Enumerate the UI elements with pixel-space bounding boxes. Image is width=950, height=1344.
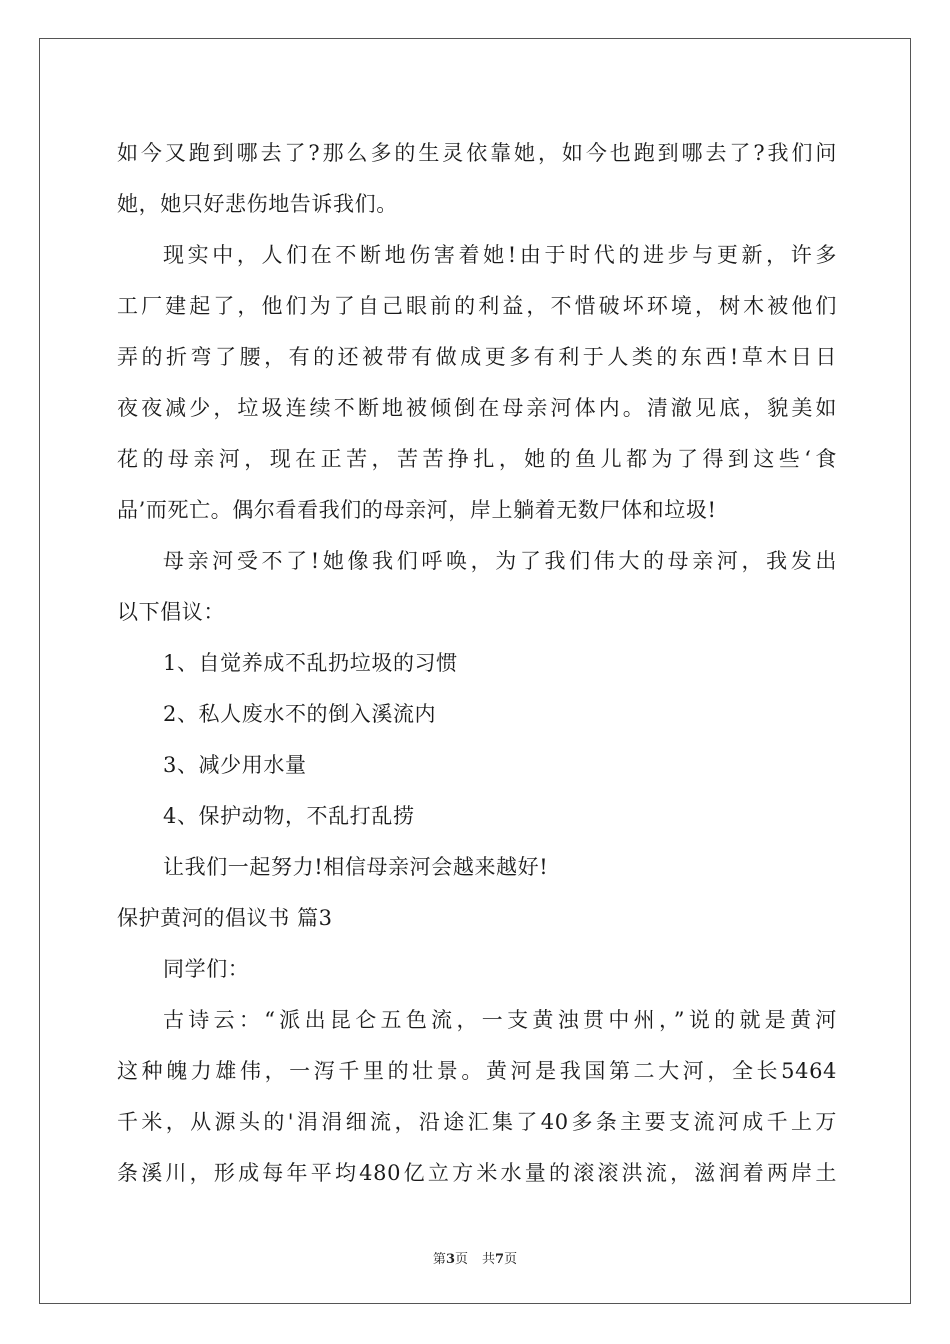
text-line: 品’而死亡。偶尔看看我们的母亲河，岸上躺着无数尸体和垃圾! — [117, 498, 717, 522]
text-line: 1、自觉养成不乱扔垃圾的习惯 — [163, 651, 458, 675]
text-line: 花的母亲河，现在正苦，苦苦挣扎，她的鱼儿都为了得到这些‘食 — [117, 447, 837, 471]
text-line: 4、保护动物，不乱打乱捞 — [163, 804, 415, 828]
page-suffix: 页 — [454, 1252, 468, 1267]
page-prefix: 第 — [432, 1252, 446, 1267]
text-line: 条溪川，形成每年平均480亿立方米水量的滚滚洪流，滋润着两岸土 — [117, 1161, 837, 1185]
text-line: 工厂建起了，他们为了自己眼前的利益，不惜破坏环境，树木被他们 — [117, 294, 837, 318]
text-line: 母亲河受不了!她像我们呼唤，为了我们伟大的母亲河，我发出 — [163, 549, 837, 573]
text-line: 古诗云：“派出昆仑五色流，一支黄浊贯中州，”说的就是黄河 — [163, 1008, 837, 1032]
text-line: 现实中，人们在不断地伤害着她!由于时代的进步与更新，许多 — [163, 243, 837, 267]
text-line: 这种魄力雄伟，一泻千里的壮景。黄河是我国第二大河，全长5464 — [117, 1059, 837, 1083]
text-line: 她，她只好悲伤地告诉我们。 — [117, 192, 398, 216]
current-page-number: 3 — [445, 1252, 455, 1267]
total-page-number: 7 — [495, 1252, 505, 1267]
document-body — [117, 128, 837, 1199]
text-line: 2、私人废水不的倒入溪流内 — [163, 702, 437, 726]
text-line: 保护黄河的倡议书 篇3 — [117, 906, 333, 930]
text-line: 弄的折弯了腰，有的还被带有做成更多有利于人类的东西!草木日日 — [117, 345, 837, 369]
page-footer — [0, 1248, 950, 1267]
text-line: 如今又跑到哪去了?那么多的生灵依靠她，如今也跑到哪去了?我们问 — [117, 141, 837, 165]
text-line: 夜夜减少，垃圾连续不断地被倾倒在母亲河体内。清澈见底，貌美如 — [117, 396, 837, 420]
text-line: 让我们一起努力!相信母亲河会越来越好! — [163, 855, 549, 879]
total-suffix: 页 — [504, 1252, 518, 1267]
text-line: 3、减少用水量 — [163, 753, 307, 777]
text-line: 千米，从源头的'涓涓细流，沿途汇集了40多条主要支流河成千上万 — [117, 1110, 837, 1134]
text-line: 同学们： — [163, 957, 250, 981]
text-line: 以下倡议： — [117, 600, 225, 624]
total-prefix: 共 — [482, 1252, 496, 1267]
